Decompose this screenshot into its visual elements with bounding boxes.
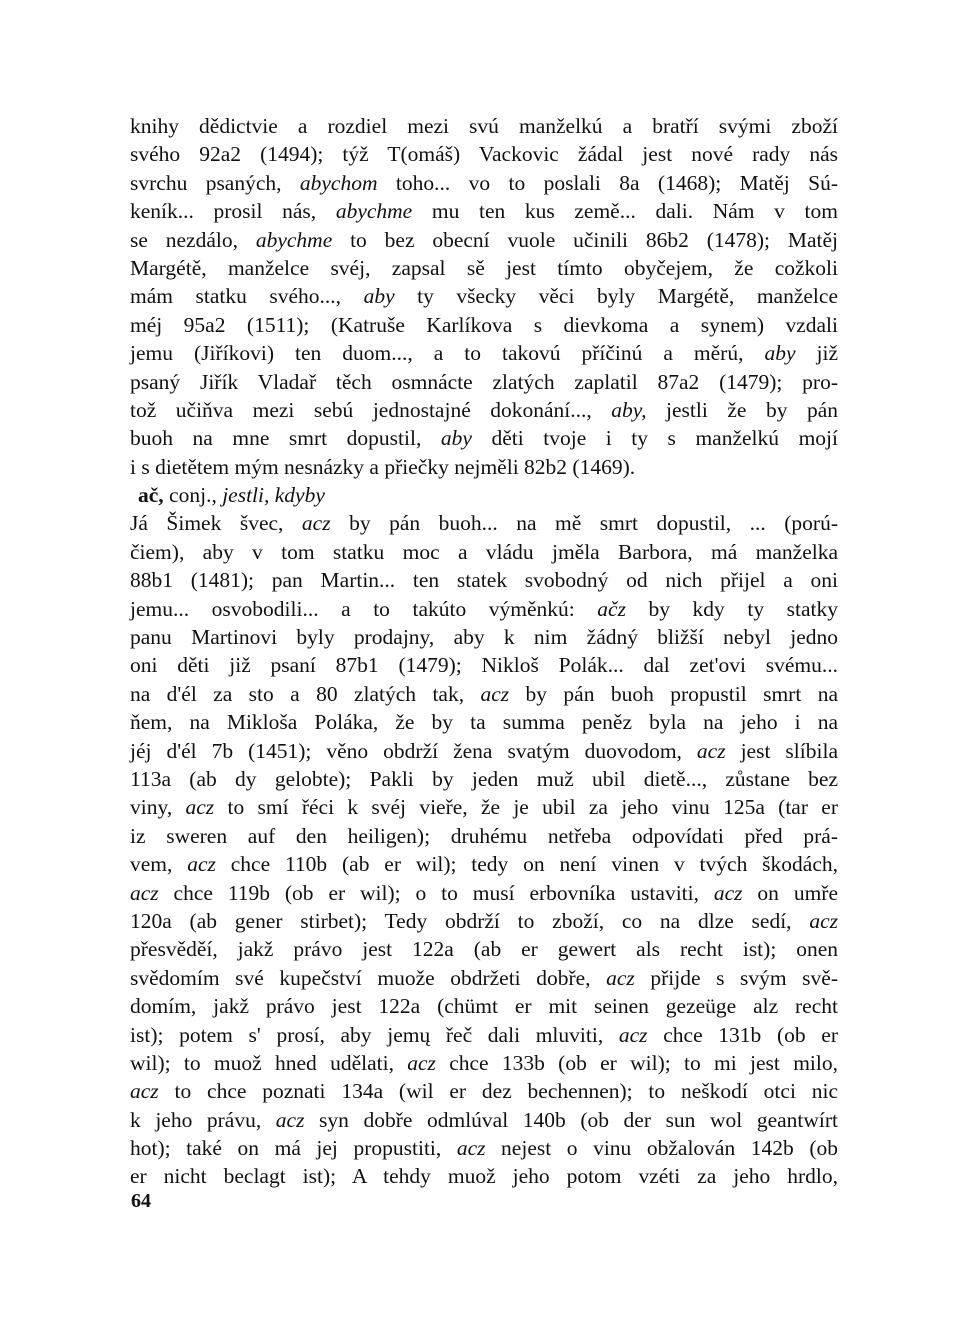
text-line xyxy=(130,453,838,481)
italic-text: abychom xyxy=(299,170,378,195)
text-line xyxy=(130,935,838,963)
text-line xyxy=(130,368,838,396)
text-segment: by kdy ty statky xyxy=(625,596,838,621)
text-line xyxy=(130,1049,838,1077)
text-line xyxy=(130,140,838,168)
italic-text: acz xyxy=(187,852,216,877)
italic-text: acz xyxy=(713,880,743,905)
text-line xyxy=(130,226,838,254)
text-line xyxy=(130,879,838,907)
text-line xyxy=(130,822,838,850)
text-line xyxy=(130,907,838,935)
text-line xyxy=(130,424,838,452)
text-segment: to bez obecní vuole učinili 86b2 (1478); Matěj xyxy=(332,227,838,252)
text-segment: mám statku svého..., xyxy=(130,284,364,309)
text-segment: syn dobře odmlúval 140b (ob der sun wol geantwírt xyxy=(304,1107,839,1132)
italic-text: ačz xyxy=(597,596,626,621)
text-segment: hot); také on má jej propustiti, xyxy=(130,1136,457,1161)
text-line xyxy=(130,651,838,679)
italic-text: aby xyxy=(440,426,472,451)
text-line xyxy=(130,509,838,537)
text-segment: 120a (ab gener stirbet); Tedy obdrží to zboží, co na dlze sedí, xyxy=(130,908,810,933)
text-segment: jest slíbila xyxy=(725,738,838,763)
text-segment: psaný Jiřík Vladař těch osmnácte zlatých zaplatil 87a2 (1479); pro- xyxy=(130,369,838,394)
text-segment: nejest o vinu obžalován 142b (ob xyxy=(485,1136,838,1161)
text-line xyxy=(130,737,838,765)
text-line xyxy=(130,793,838,821)
text-line xyxy=(130,339,838,367)
italic-text: abychme xyxy=(255,227,333,252)
text-segment: k jeho právu, xyxy=(130,1107,276,1132)
italic-text: acz xyxy=(185,795,215,820)
text-segment: chce 133b (ob er wil); to mi jest milo, xyxy=(435,1050,838,1075)
italic-text: aby xyxy=(363,284,395,309)
text-line xyxy=(130,992,838,1020)
text-line xyxy=(130,1162,838,1190)
headword: ač, xyxy=(138,483,164,508)
italic-text: acz xyxy=(606,965,635,990)
text-line xyxy=(130,623,838,651)
text-line xyxy=(130,595,838,623)
text-line xyxy=(130,1021,838,1049)
text-line xyxy=(130,282,838,310)
text-segment: vem, xyxy=(130,852,188,877)
italic-text: acz xyxy=(809,908,838,933)
text-segment: svědomím své kupečství muože obdržeti dobře, xyxy=(130,965,607,990)
text-line xyxy=(130,1106,838,1134)
text-line xyxy=(130,964,838,992)
text-segment: čiem), aby v tom statku moc a vládu jměla Barbora, má manželka xyxy=(130,539,838,564)
text-segment: Já Šimek švec, xyxy=(130,511,302,536)
text-segment: wil); to muož hned udělati, xyxy=(130,1050,408,1075)
text-segment: keník... prosil nás, xyxy=(130,199,336,224)
text-segment: knihy dědictvie a rozdiel mezi svú manželkú a bratří svými zboží xyxy=(130,114,838,138)
text-segment: 113a (ab dy gelobte); Pakli by jeden muž ubil dietě..., zůstane bez xyxy=(130,766,838,791)
text-segment: ist); potem s' prosí, aby jemų řeč dali mluviti, xyxy=(130,1022,619,1047)
page-number: 64 xyxy=(131,1190,151,1212)
text-line xyxy=(130,566,838,594)
text-line xyxy=(130,708,838,736)
text-segment: chce 119b (ob er wil); o to musí erbovníka ustaviti, xyxy=(158,880,714,905)
text-line xyxy=(130,481,838,509)
text-line xyxy=(130,850,838,878)
text-segment: jéj d'él 7b (1451); věno obdrží žena svatým duovodom, xyxy=(130,738,697,763)
text-segment: chce 110b (ab er wil); tedy on není vinen v tvých škodách, xyxy=(215,852,838,877)
text-line xyxy=(130,396,838,424)
text-segment: to smí řéci k svéj vieře, že je ubil za jeho vinu 125a (tar er xyxy=(214,795,839,820)
text-segment: svrchu psaných, xyxy=(130,170,300,195)
text-line xyxy=(130,197,838,225)
italic-text: aby xyxy=(764,341,796,366)
italic-text: acz xyxy=(696,738,726,763)
text-segment: jemu... osvobodili... a to takúto výměnkú: xyxy=(130,596,598,621)
text-segment: méj 95a2 (1511); (Katruše Karlíkova s dievkoma a synem) vzdali xyxy=(130,312,838,337)
text-segment: panu Martinovi byly prodajny, aby k nim žádný bližší nebyl jedno xyxy=(130,625,838,650)
italic-text: acz xyxy=(275,1107,305,1132)
text-segment: i s dietětem mým nesnázky a přiečky nejměli 82b2 (1469). xyxy=(130,454,636,479)
italic-text: acz xyxy=(130,880,159,905)
text-segment: přesvěděí, jakž právo jest 122a (ab er gewert als recht ist); onen xyxy=(130,937,838,962)
text-segment: viny, xyxy=(130,795,186,820)
italic-text: acz xyxy=(130,1079,159,1104)
text-segment: domím, jakž právo jest 122a (chümt er mit seinen gezeüge alz recht xyxy=(130,994,838,1019)
text-segment: on umře xyxy=(742,880,838,905)
text-segment: to chce poznati 134a (wil er dez bechennen); to neškodí otci nic xyxy=(158,1079,838,1104)
text-segment: buoh na mne smrt dopustil, xyxy=(130,426,441,451)
text-line xyxy=(130,680,838,708)
italic-text: acz xyxy=(407,1050,436,1075)
italic-text: aby, xyxy=(611,397,647,422)
text-segment: na d'él za sto a 80 zlatých tak, xyxy=(130,681,481,706)
text-segment: conj., xyxy=(163,483,223,508)
text-line xyxy=(130,112,838,140)
text-segment: jestli že by pán xyxy=(646,397,838,422)
text-segment: Margétě, manželce svéj, zapsal sě jest tímto obyčejem, že cožkoli xyxy=(130,255,838,280)
text-line xyxy=(130,254,838,282)
text-segment: ty všecky věci byly Margétě, manželce xyxy=(394,284,838,309)
text-segment: již xyxy=(795,341,838,366)
text-segment: toho... vo to poslali 8a (1468); Matěj Sú- xyxy=(377,170,838,195)
text-segment: iz sweren auf den heiligen); druhému netřeba odpovídati před prá- xyxy=(130,823,838,848)
text-segment: děti tvoje i ty s manželkú mojí xyxy=(471,426,838,451)
text-segment: přijde s svým svě- xyxy=(634,965,838,990)
page-body xyxy=(130,112,838,1191)
text-line xyxy=(130,1077,838,1105)
text-line xyxy=(130,538,838,566)
text-segment: 88b1 (1481); pan Martin... ten statek svobodný od nich přijel a oni xyxy=(130,568,838,593)
text-segment: by pán buoh propustil smrt na xyxy=(509,681,838,706)
italic-text: acz xyxy=(618,1022,648,1047)
italic-text: abychme xyxy=(335,199,413,224)
text-line xyxy=(130,311,838,339)
text-segment: mu ten kus země... dali. Nám v tom xyxy=(412,199,838,224)
italic-text: acz xyxy=(301,511,331,536)
text-line xyxy=(130,1134,838,1162)
text-segment: chce 131b (ob er xyxy=(647,1022,838,1047)
text-segment: se nezdálo, xyxy=(130,227,256,252)
text-segment: jemu (Jiříkovi) ten duom..., a to takovú příčinú a měrú, xyxy=(130,341,765,366)
text-segment: ňem, na Mikloša Poláka, že by ta summa peněz byla na jeho i na xyxy=(130,710,838,735)
text-segment: tož učiňva mezi sebú jednostajné dokonání..., xyxy=(130,397,612,422)
italic-text: jestli, kdyby xyxy=(222,483,325,508)
text-segment: er nicht beclagt ist); A tehdy muož jeho potom vzéti za jeho hrdlo, xyxy=(130,1164,838,1189)
text-segment: oni děti již psaní 87b1 (1479); Nikloš Polák... dal zet'ovi svému... xyxy=(130,653,838,678)
text-line xyxy=(130,765,838,793)
italic-text: acz xyxy=(480,681,510,706)
italic-text: acz xyxy=(456,1136,486,1161)
text-segment: svého 92a2 (1494); týž T(omáš) Vackovic žádal jest nové rady nás xyxy=(130,142,838,167)
text-segment: by pán buoh... na mě smrt dopustil, ... (porú- xyxy=(330,511,839,536)
text-line xyxy=(130,169,838,197)
